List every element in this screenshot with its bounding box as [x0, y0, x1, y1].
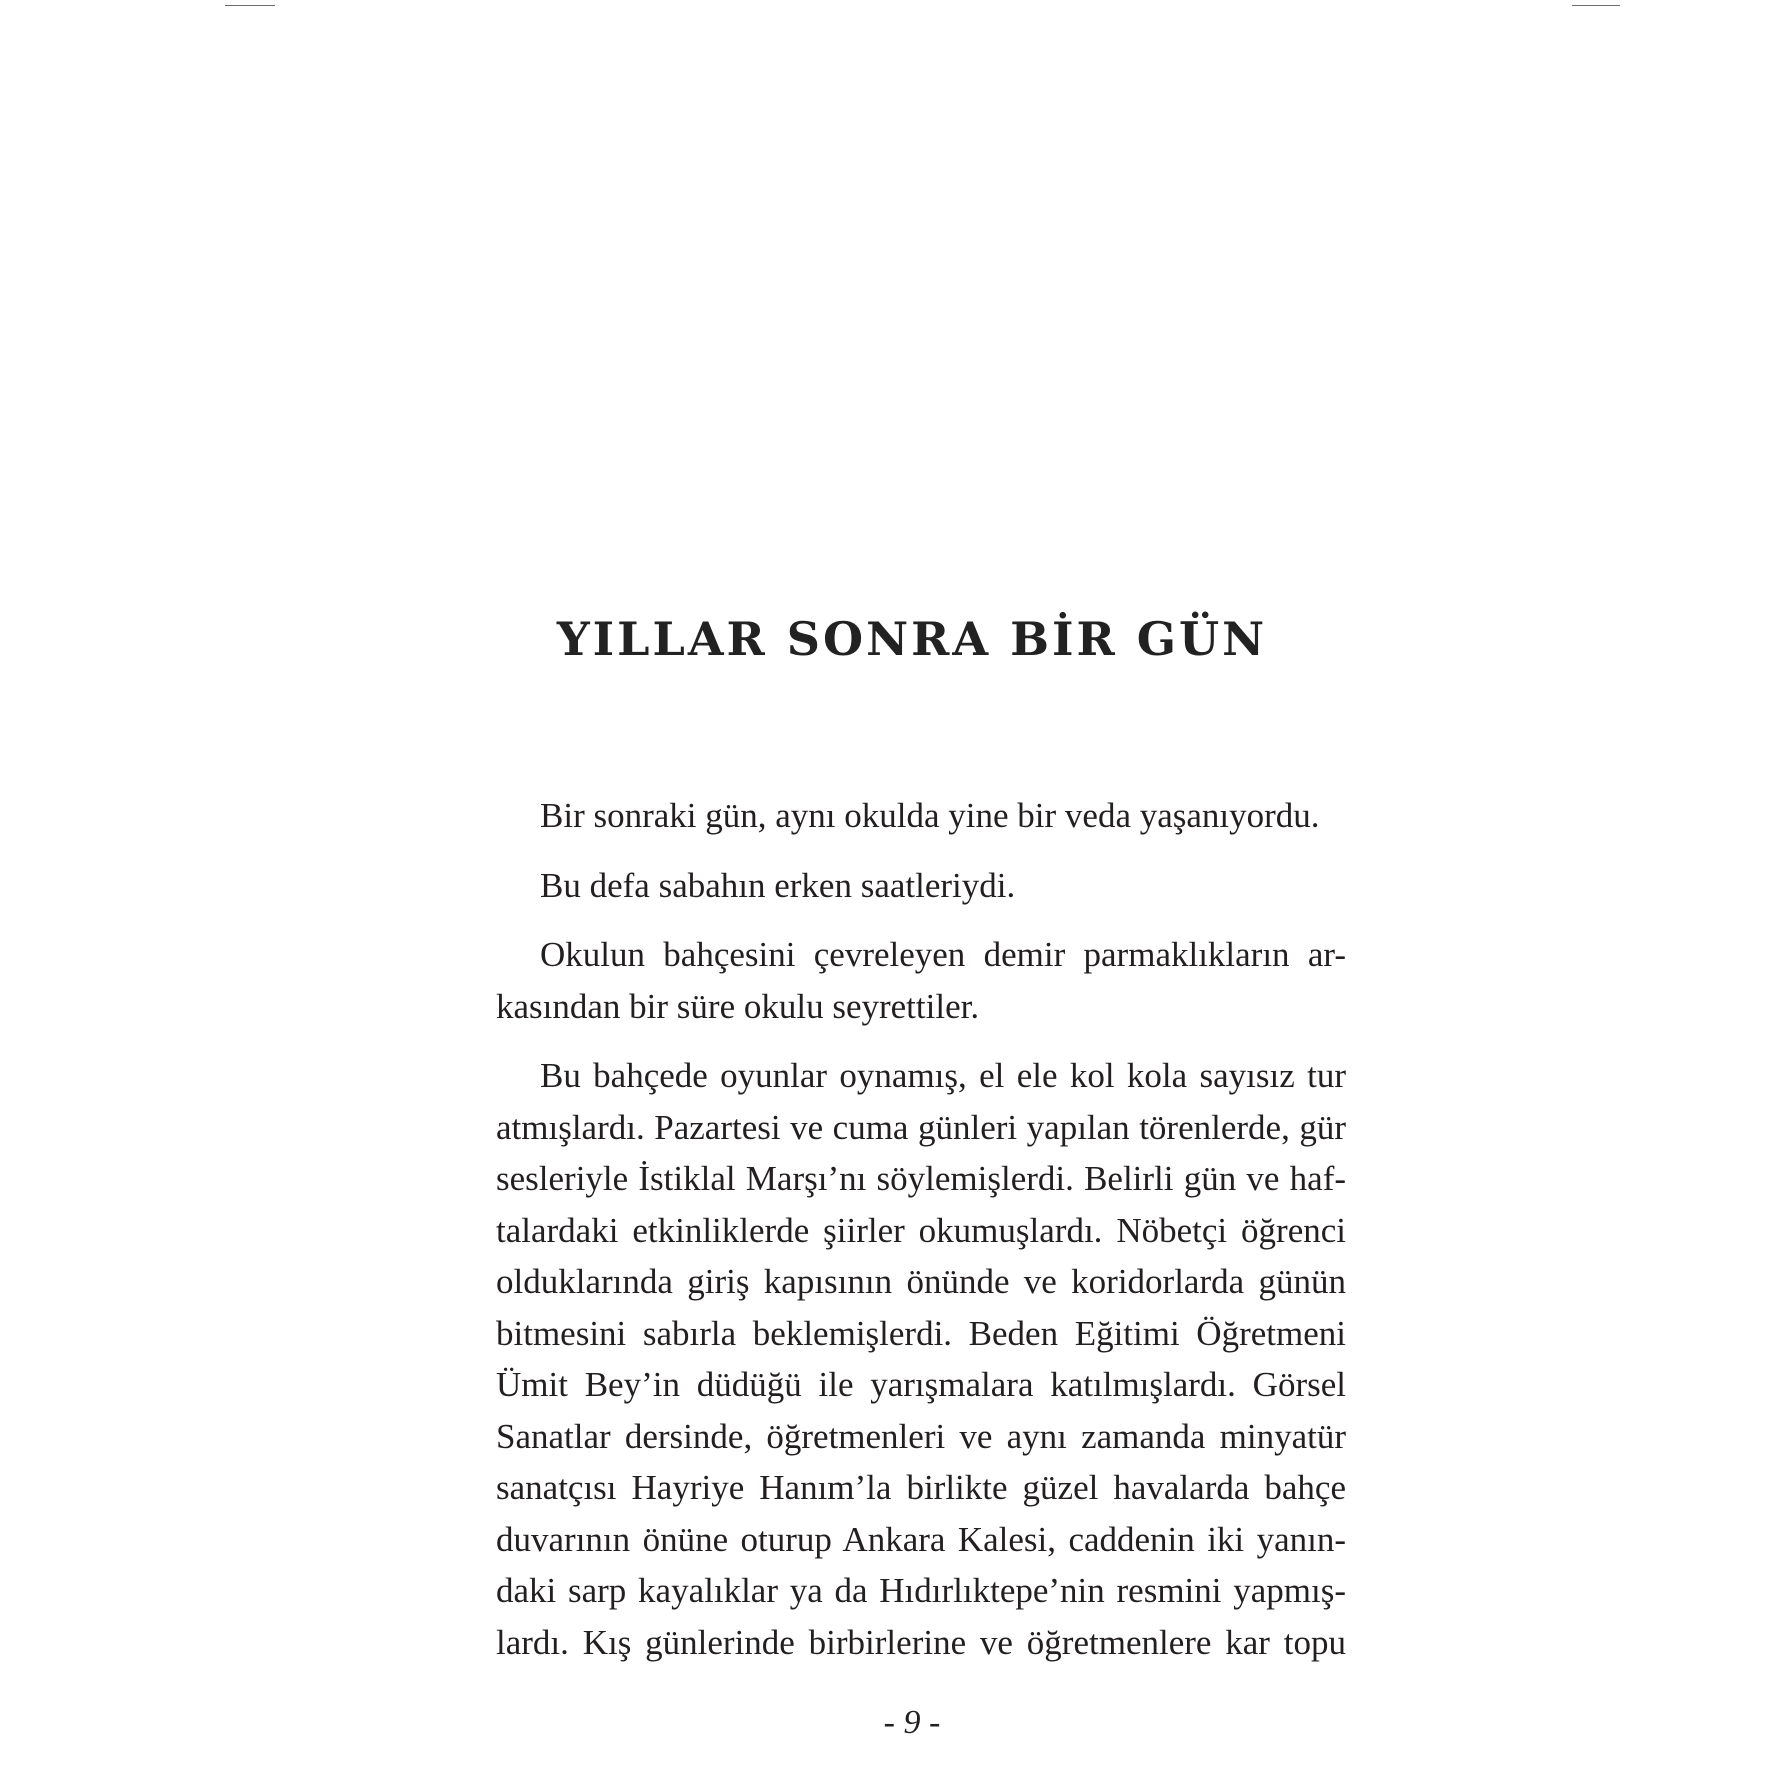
paragraph-line: Bir sonraki gün, aynı okulda yine bir veda yaşanıyordu.: [540, 796, 1320, 835]
paragraph-line: duvarının önüne oturup Ankara Kalesi, caddenin iki yanın-: [496, 1519, 1346, 1559]
paragraph-line: sesleriyle İstiklal Marşı’nı söylemişlerdi. Belirli gün ve haf-: [496, 1159, 1346, 1198]
paragraph-line: bitmesini sabırla beklemişlerdi. Beden Eğitimi Öğretmeni: [496, 1313, 1346, 1353]
paragraph-line: Okulun bahçesini çevreleyen demir parmaklıkların ar-: [540, 935, 1346, 974]
page-number: - 9 -: [883, 1704, 941, 1741]
paragraph-line: olduklarında giriş kapısının önünde ve koridorlarda günün: [496, 1262, 1346, 1301]
paragraph-line: Bu bahçede oyunlar oynamış, el ele kol kola sayısız tur: [540, 1056, 1346, 1095]
paragraph-3: [496, 929, 1346, 1032]
paragraph-4: [496, 1050, 1346, 1668]
crop-mark-right: [1572, 5, 1620, 6]
paragraph-line: atmışlardı. Pazartesi ve cuma günleri yapılan törenlerde, gür: [496, 1107, 1346, 1147]
paragraph-line: Bu defa sabahın erken saatleriydi.: [540, 865, 1016, 905]
chapter-title: YILLAR SONRA BİR GÜN: [556, 612, 1268, 666]
paragraph-line: daki sarp kayalıklar ya da Hıdırlıktepe’nin resmini yapmış-: [496, 1571, 1346, 1610]
paragraph-line: talardaki etkinliklerde şiirler okumuşlardı. Nöbetçi öğrenci: [496, 1210, 1346, 1250]
paragraph-line: kasından bir süre okulu seyrettiler.: [496, 986, 980, 1026]
paragraph-1: [496, 790, 1346, 842]
paragraph-line: lardı. Kış günlerinde birbirlerine ve öğretmenlere kar topu: [496, 1622, 1346, 1662]
crop-mark-left: [225, 5, 275, 6]
paragraph-line: sanatçısı Hayriye Hanım’la birlikte güzel havalarda bahçe: [496, 1468, 1346, 1507]
paragraph-line: Sanatlar dersinde, öğretmenleri ve aynı zamanda minyatür: [496, 1416, 1346, 1456]
body-text: [496, 790, 1346, 1686]
paragraph-line: Ümit Bey’in düdüğü ile yarışmalara katılmışlardı. Görsel: [496, 1365, 1346, 1404]
paragraph-2: [496, 860, 1346, 912]
